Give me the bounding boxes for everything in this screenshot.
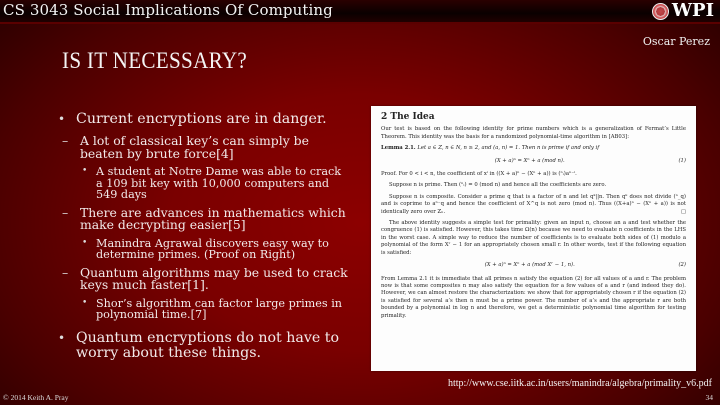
wpi-seal-icon xyxy=(652,3,669,20)
wpi-logo xyxy=(652,1,714,21)
slide-title: IS IT NECESSARY? xyxy=(62,48,248,73)
bullet-item: – There are advances in mathematics which make decrypting easier[5] xyxy=(62,204,346,232)
paper-proof-line-3: Suppose n is composite. Consider a prime q that is a factor of n and let qᵏ||n. Then qᵏ does not divide (ⁿ_q) and is coprime to aⁿ⁻q and hence the coefficient of X^q is not zero (mod n). Thus ((X+a)ⁿ − (Xⁿ + a)) is not identically zero over Zₙ. □ xyxy=(381,193,686,215)
paper-section-heading: 2 The Idea xyxy=(381,112,435,122)
bullet-item: • Current encryptions are in danger. xyxy=(58,111,327,127)
bullet-item: • Shor’s algorithm can factor large primes in polynomial time.[7] xyxy=(82,296,342,321)
qed-icon: □ xyxy=(680,208,686,215)
bullet-item: • Quantum encryptions do not have to worry about these things. xyxy=(58,329,340,361)
bullet-dash-icon: – xyxy=(62,264,69,280)
paper-paragraph-3: From Lemma 2.1 it is immediate that all primes n satisfy the equation (2) for all values of a and r. The problem now is that some composites n may also satisfy the equation for a few values of a and r (and indeed they do). However, we can almost restore the characterization: we show that for appropriately chosen r if the equation (2) is satisfied for several a’s then n must be a prime power. The number of a’s and the appropriate r are both bounded by a polynomial in log n and therefore, we get a deterministic polynomial time algorithm for testing primality. xyxy=(381,275,686,319)
paper-proof-line-2: Suppose n is prime. Then (ⁿᵢ) = 0 (mod n) and hence all the coefficients are zero. xyxy=(389,182,607,189)
paper-paragraph-2: The above identity suggests a simple test for primality: given an input n, choose an a and test whether the congruence (1) is satisfied. However, this takes time Ω(n) because we need to evaluate n coefficients in the LHS in the worst case. A simple way to reduce the number of coefficients is to evaluate both sides of (1) modulo a polynomial of the form Xʳ − 1 for an appropriately chosen small r. In other words, test if the following equation is satisfied: xyxy=(381,220,686,256)
bullet-dot-icon: • xyxy=(58,112,66,126)
bullet-item: • Manindra Agrawal discovers easy way to determine primes. (Proof on Right) xyxy=(82,236,329,261)
bullet-dot-icon: • xyxy=(82,166,88,176)
paper-intro: Our test is based on the following identity for prime numbers which is a generalization of Fermat’s Little Theorem. This identity was the basis for a randomized polynomial-time algorithm in [AB03]: xyxy=(381,126,686,140)
course-title: CS 3043 Social Implications Of Computing xyxy=(3,1,333,19)
bullet-list xyxy=(58,112,348,369)
bullet-dot-icon: • xyxy=(82,237,88,248)
paper-equation-1: (X + a)ⁿ = Xⁿ + a (mod n). (1) xyxy=(494,157,686,164)
wpi-logo-text: WPI xyxy=(671,0,714,21)
copyright: © 2014 Keith A. Pray xyxy=(3,393,69,402)
bullet-dot-icon: • xyxy=(82,297,88,308)
bullet-dash-icon: – xyxy=(62,133,69,148)
paper-lemma: Lemma 2.1. Let a ∈ Z, n ∈ N, n ≥ 2, and (a, n) = 1. Then n is prime if and only if xyxy=(381,145,600,152)
paper-equation-2: (X + a)ⁿ = Xⁿ + a (mod Xʳ − 1, n). (2) xyxy=(484,262,686,269)
source-url: http://www.cse.iitk.ac.in/users/manindra/algebra/primality_v6.pdf xyxy=(447,378,712,389)
bullet-item: • A student at Notre Dame was able to crack a 109 bit key with 10,000 computers and 549 days xyxy=(82,165,342,201)
paper-proof-line-1: Proof. For 0 < i < n, the coefficient of xⁱ in ((X + a)ⁿ − (Xⁿ + a)) is (ⁿᵢ)aⁿ⁻ⁱ. xyxy=(381,171,577,178)
bullet-item: – Quantum algorithms may be used to crack keys much faster[1]. xyxy=(62,264,348,292)
bullet-dash-icon: – xyxy=(62,204,69,220)
author-name: Oscar Perez xyxy=(642,35,710,48)
paper-excerpt-image xyxy=(371,106,696,371)
page-number: 34 xyxy=(705,393,713,402)
header-bar xyxy=(0,0,720,24)
bullet-item: – A lot of classical key’s can simply be beaten by brute force[4] xyxy=(62,133,309,161)
bullet-dot-icon: • xyxy=(58,330,66,345)
